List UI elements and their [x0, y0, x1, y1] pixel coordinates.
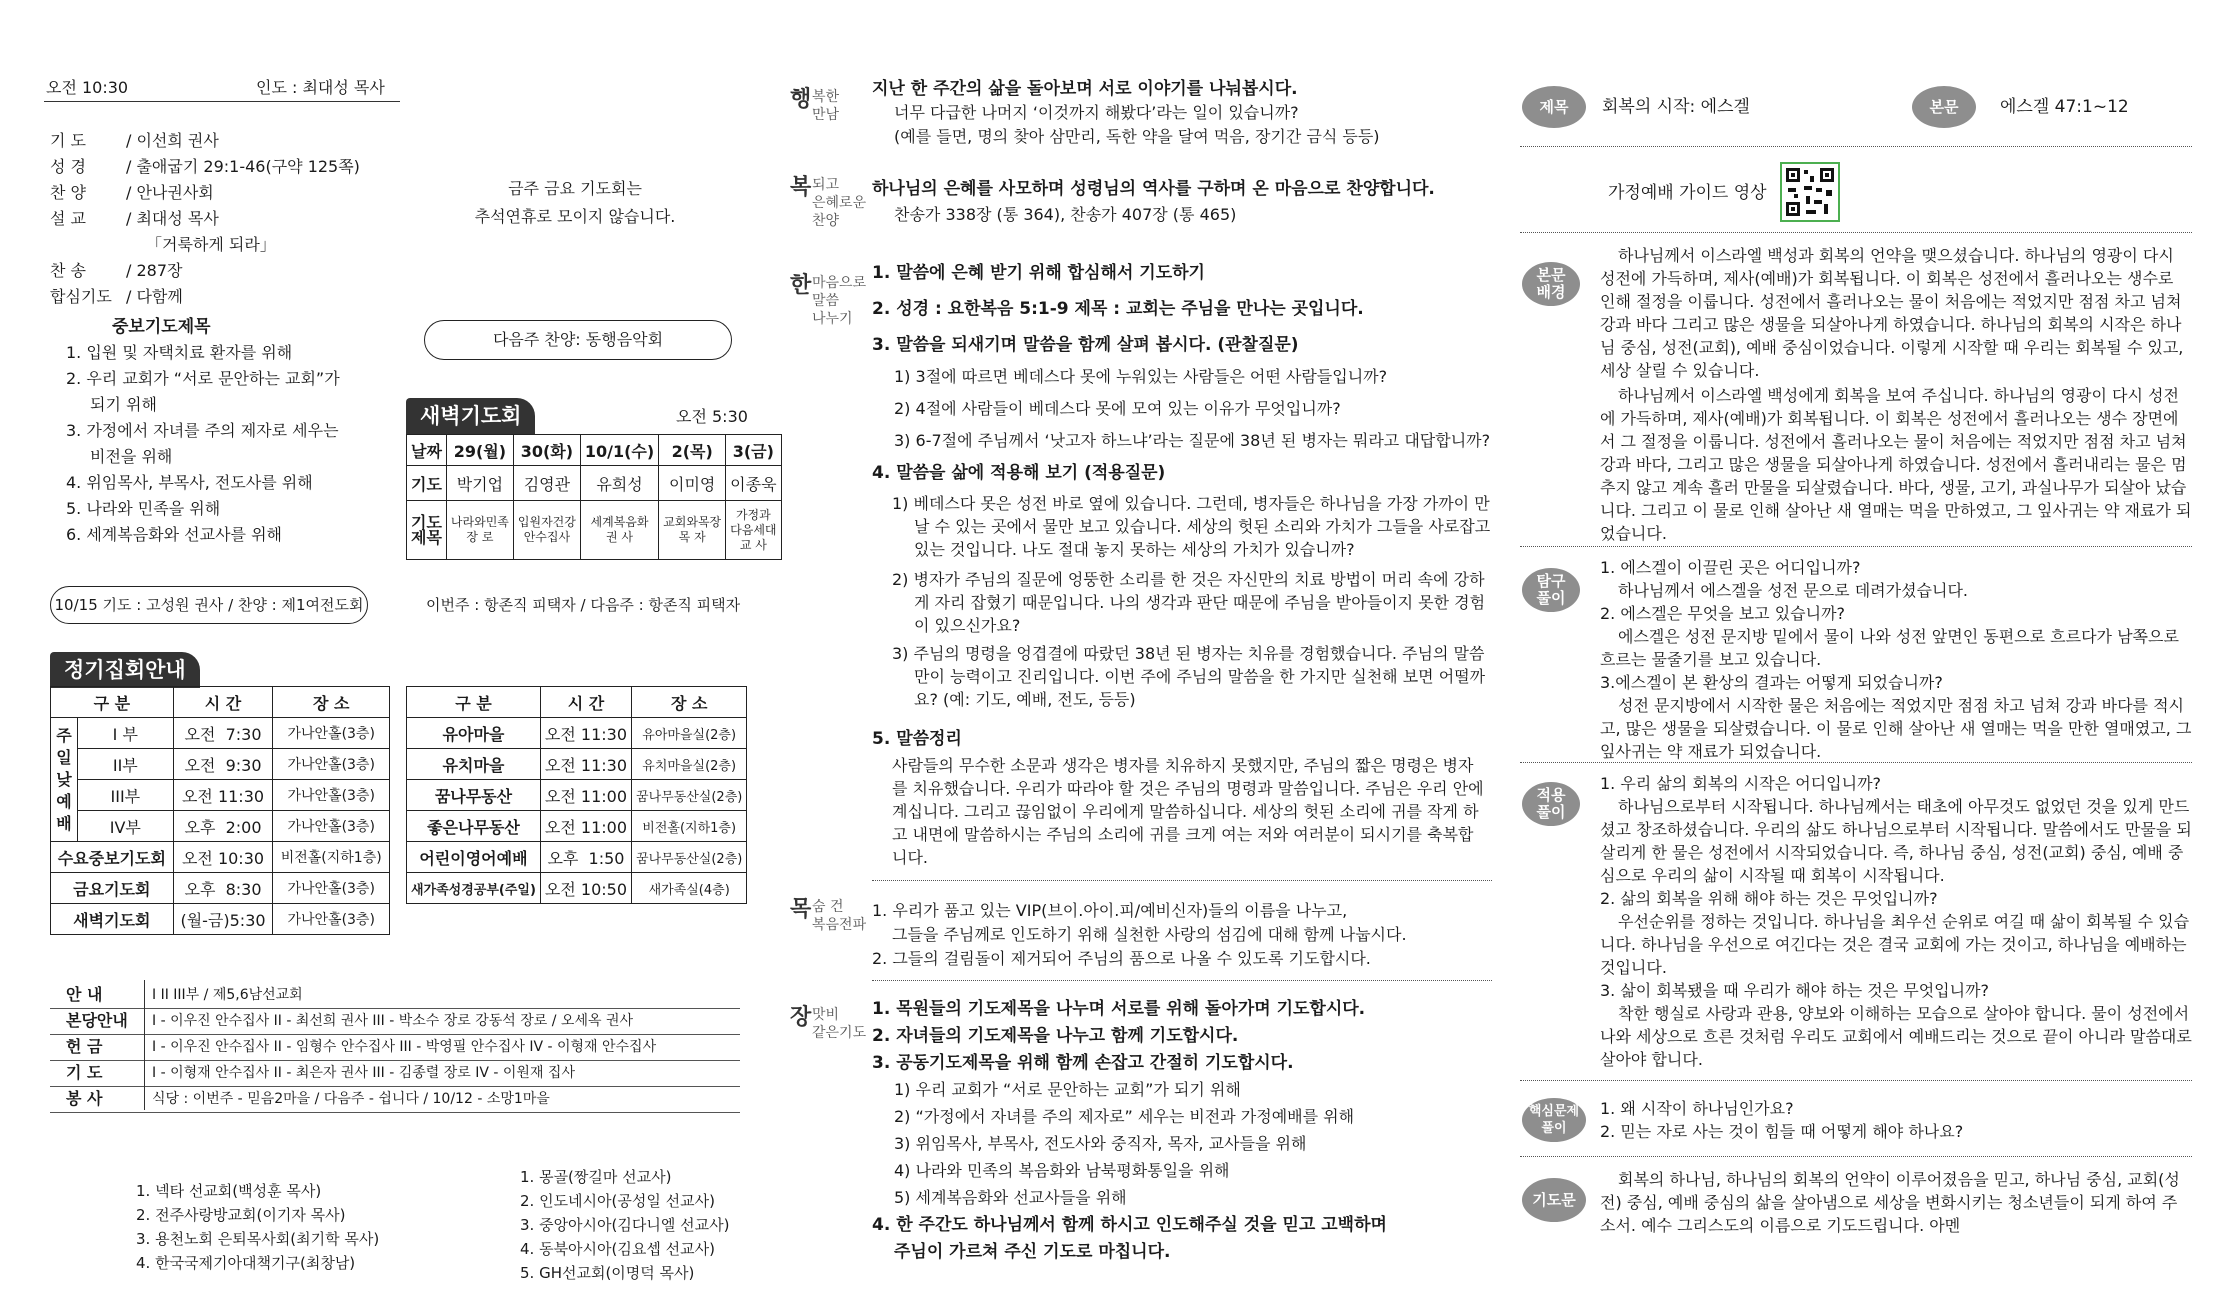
word-line: 2. 성경 : 요한복음 5:1-9 제목 : 교회는 주님을 만나는 곳입니다.	[872, 299, 1364, 319]
order-label: 설 교	[50, 209, 86, 228]
regular-table-2	[406, 686, 747, 904]
regular-place-2: 꿈나무동산실(2층)	[632, 842, 747, 873]
col-place: 장 소	[273, 687, 390, 718]
dawn-leader-cell: 기도	[407, 466, 447, 501]
mission-item-2: 3. 중앙아시아(김다니엘 선교사)	[520, 1216, 730, 1234]
text-line: 5) 세계복음화와 선교사들을 위해	[894, 1188, 1127, 1207]
regular-time: 오후 8:30	[173, 873, 273, 904]
regular-division-2: 유치마을	[407, 749, 541, 780]
apply-label-text: 적용 풀이	[1536, 786, 1566, 821]
regular-time-2: 오전 11:00	[540, 780, 631, 811]
list-line: 2. 에스겔은 무엇을 보고 있습니까?	[1600, 604, 1846, 623]
text-line: 하나님의 은혜를 사모하며 성령님의 역사를 구하며 온 마음으로 찬양합니다.	[872, 179, 1435, 199]
regular-division: 새벽기도회	[51, 904, 174, 935]
mission-item: 1. 넥타 선교회(백성훈 목사)	[136, 1182, 322, 1200]
regular-row	[51, 749, 390, 780]
background-label-text: 본문 배경	[1536, 266, 1566, 301]
core-q1: 1. 왜 시작이 하나님인가요?	[1600, 1099, 1794, 1118]
regular-place-2: 유아마을실(2층)	[632, 718, 747, 749]
regular-place: 비전홀(지하1층)	[273, 842, 390, 873]
oct15-text: 10/15 기도 : 고성원 권사 / 찬양 : 제1여전도회	[54, 596, 364, 614]
dawn-header-cell: 30(화)	[513, 435, 580, 466]
regular-division: III부	[78, 780, 174, 811]
regular-place-2: 비전홀(지하1층)	[632, 811, 747, 842]
regular-place: 가나안홀(3층)	[273, 811, 390, 842]
regular-division-2: 어린이영어예배	[407, 842, 541, 873]
apply-label	[1522, 782, 1580, 826]
summary-text: 사람들의 무수한 소문과 생각은 병자를 치유하지 못했지만, 주님의 짧은 명령은 병자를 치유했습니다. 우리가 따라야 할 것은 주님의 명령과 말씀입니다. 주님은 우리 안에 계십니다. 그리고 끊임없이 우리에게 말씀하십니다. 세상의 헛된 소리에 귀를 작게 하고 내면에 말씀하시는 주님의 소리에 귀를 크게 여는 저와 여러분이 되시기를 축복합니다.	[892, 756, 1484, 867]
regular-time-2: 오후 1:50	[540, 842, 631, 873]
section-label-small: 숨 건 복음전파	[812, 899, 867, 933]
mission-item: 4. 한국국제기아대책기구(최창남)	[136, 1254, 356, 1272]
oct15-pill	[50, 586, 368, 624]
list-line: 1. 우리 삶의 회복의 시작은 어디입니까?	[1600, 774, 1882, 793]
dawn-header-cell: 2(목)	[659, 435, 726, 466]
mission-item-2: 4. 동북아시아(김요셉 선교사)	[520, 1240, 715, 1258]
order-label: 합심기도	[50, 287, 112, 306]
regular-time-2: 오전 11:30	[540, 749, 631, 780]
regular-time: 오전 7:30	[173, 718, 273, 749]
regular-row	[51, 718, 390, 749]
summary-title: 5. 말씀정리	[872, 729, 962, 749]
list-line: 2. 삶의 회복을 위해 해야 하는 것은 무엇입니까?	[1600, 889, 1938, 908]
pray-label: 기도문	[1522, 1178, 1586, 1222]
text-line: (예를 들면, 명의 찾아 삼만리, 독한 약을 달여 먹음, 장기간 금식 등등)	[894, 127, 1380, 146]
regular-time: 오후 2:00	[173, 811, 273, 842]
order-value: 「거룩하게 되라」	[146, 235, 276, 254]
friday-notice-1: 금주 금요 기도회는	[508, 179, 642, 198]
regular-division-2: 새가족성경공부(주일)	[407, 873, 541, 904]
text-line: 3) 위임목사, 부목사, 전도사와 중직자, 목자, 교사들을 위해	[894, 1134, 1307, 1153]
regular-time: 오전 9:30	[173, 749, 273, 780]
sunday-label: 주일낮예배	[51, 718, 78, 842]
order-value: / 287장	[126, 261, 183, 280]
regular-row	[51, 842, 390, 873]
guide-label: 가정예배 가이드 영상	[1608, 183, 1767, 203]
col-place-2: 장 소	[632, 687, 747, 718]
explore-label-text: 탐구 풀이	[1536, 572, 1566, 607]
regular-division-2: 유아마을	[407, 718, 541, 749]
regular-division: IV부	[78, 811, 174, 842]
duty-value: I II III부 / 제5,6남선교회	[152, 987, 303, 1003]
regular-division-2: 꿈나무동산	[407, 780, 541, 811]
text-line: 주님이 가르쳐 주신 기도로 마칩니다.	[894, 1242, 1171, 1262]
order-label: 찬 양	[50, 183, 86, 202]
dawn-header-cell: 29(월)	[446, 435, 513, 466]
regular-row-2	[407, 873, 747, 904]
text-line: 2. 자녀들의 기도제목을 나누고 함께 기도합시다.	[872, 1026, 1239, 1046]
word-line: 3) 6-7절에 주님께서 ‘낫고자 하느냐’라는 질문에 38년 된 병자는 뭐라고 대답합니까?	[894, 431, 1491, 450]
order-value: / 이선희 권사	[126, 131, 219, 150]
qr-code[interactable]	[1780, 162, 1840, 222]
dawn-leader-cell: 박기업	[446, 466, 513, 501]
regular-division: I 부	[78, 718, 174, 749]
regular-time-2: 오전 11:00	[540, 811, 631, 842]
service-time: 오전 10:30	[46, 78, 129, 97]
regular-place: 가나안홀(3층)	[273, 780, 390, 811]
section-label-big: 한	[790, 273, 812, 298]
prayer-item: 2. 우리 교회가 “서로 문안하는 교회”가	[66, 369, 340, 388]
next-praise-pill	[424, 320, 732, 360]
order-label: 기 도	[50, 131, 86, 150]
apply-question: 3) 주님의 명령을 엉겹결에 따랐던 38년 된 병자는 치유를 경험했습니다. 주님의 말씀만이 능력이고 진리입니다. 이번 주에 주님의 말씀을 한 가지만 실천해 보면 어떨까요? (예: 기도, 예배, 전도, 등등)	[892, 644, 1486, 709]
background-label	[1522, 262, 1580, 306]
regular-place: 가나안홀(3층)	[273, 718, 390, 749]
regular-row-2	[407, 811, 747, 842]
dawn-header-cell: 10/1(수)	[580, 435, 658, 466]
regular-time: 오전 11:30	[173, 780, 273, 811]
explore-label	[1522, 568, 1580, 612]
regular-place-2: 꿈나무동산실(2층)	[632, 780, 747, 811]
pray-text: 회복의 하나님, 하나님의 회복의 언약이 이루어졌음을 믿고, 하나님 중심, 교회(성전) 중심, 예배 중심의 삶을 살아냄으로 세상을 변화시키는 청소년들이 되게 하여 주소서. 예수 그리스도의 이름으로 기도드립니다. 아멘	[1600, 1170, 2180, 1235]
text-ref: 에스겔 47:1~12	[2000, 97, 2129, 117]
prayer-item: 5. 나라와 민족을 위해	[66, 499, 221, 518]
dawn-topic-cell: 나라와민족 장 로	[446, 501, 513, 560]
section-label-big: 목	[790, 897, 812, 922]
list-line: 성전 문지방에서 시작한 물은 처음에는 적었지만 점점 차고 넘쳐 강과 바다를 적시고, 많은 생물을 되살렸습니다. 이 물로 인해 살아난 새 열매는 먹을 만한 열매였고, 그 잎사귀는 약 재료가 되었습니다.	[1600, 696, 2192, 761]
dawn-leader-cell: 이종욱	[726, 466, 781, 501]
dawn-topic-cell: 입원자건강 안수집사	[513, 501, 580, 560]
text-line: 1. 목원들의 기도제목을 나누며 서로를 위해 돌아가며 기도합시다.	[872, 999, 1366, 1019]
word-line: 1) 3절에 따르면 베데스다 못에 누워있는 사람들은 어떤 사람들입니까?	[894, 367, 1388, 386]
regular-row-2	[407, 842, 747, 873]
text-line: 4) 나라와 민족의 복음화와 남북평화통일을 위해	[894, 1161, 1230, 1180]
section-label-small: 마음으로 말씀 나누기	[812, 275, 867, 327]
col-division: 구 분	[51, 687, 174, 718]
friday-notice-2: 추석연휴로 모이지 않습니다.	[474, 207, 676, 226]
order-label: 찬 송	[50, 261, 86, 280]
apply-question: 2) 병자가 주님의 질문에 엉뚱한 소리를 한 것은 자신만의 치료 방법이 머리 속에 강하게 자리 잡혔기 때문입니다. 나의 생각과 판단 때문에 주님을 받아들이지 못한 경험이 있으신가요?	[892, 570, 1486, 635]
section-label-big: 복	[790, 175, 812, 200]
next-praise: 다음주 찬양: 동행음악회	[492, 330, 664, 349]
col-time-2: 시 간	[540, 687, 631, 718]
title-label: 제목	[1522, 86, 1586, 128]
dawn-header-cell: 3(금)	[726, 435, 781, 466]
text-line: 1) 우리 교회가 “서로 문안하는 교회”가 되기 위해	[894, 1080, 1241, 1099]
mission-line: 그들을 주님께로 인도하기 위해 실천한 사랑의 섬김에 대해 함께 나눕시다.	[892, 925, 1407, 944]
prayer-item: 6. 세계복음화와 선교사를 위해	[66, 525, 282, 544]
prayer-item: 3. 가정에서 자녀를 주의 제자로 세우는	[66, 421, 339, 440]
this-week: 이번주 : 항존직 피택자 / 다음주 : 항존직 피택자	[426, 596, 741, 614]
regular-row-2	[407, 749, 747, 780]
regular-place: 가나안홀(3층)	[273, 873, 390, 904]
section-label-big: 장	[790, 1005, 812, 1030]
duty-label: 기 도	[66, 1063, 103, 1082]
sermon-title: 회복의 시작: 에스겔	[1602, 97, 1750, 117]
order-value: / 최대성 목사	[126, 209, 219, 228]
regular-row	[51, 904, 390, 935]
col-division-2: 구 분	[407, 687, 541, 718]
regular-row-2	[407, 718, 747, 749]
mission-item: 2. 전주사랑방교회(이기자 목사)	[136, 1206, 346, 1224]
dawn-topic-cell: 세계복음화 권 사	[580, 501, 658, 560]
list-line: 3. 삶이 회복됐을 때 우리가 해야 하는 것은 무엇입니까?	[1600, 981, 1990, 1000]
text-line: 4. 한 주간도 하나님께서 함께 하시고 인도해주실 것을 믿고 고백하며	[872, 1215, 1387, 1235]
list-line: 3.에스겔이 본 환상의 결과는 어떻게 되었습니까?	[1600, 673, 1943, 692]
regular-place: 가나안홀(3층)	[273, 904, 390, 935]
text-label: 본문	[1912, 86, 1976, 128]
duty-label: 헌 금	[66, 1037, 103, 1056]
service-leader: 인도 : 최대성 목사	[256, 78, 385, 97]
apply-question: 1) 베데스다 못은 성전 바로 옆에 있습니다. 그런데, 병자들은 하나님을 가장 가까이 만날 수 있는 곳에서 물만 보고 있습니다. 세상의 헛된 소리와 가치가 그들을 사로잡고 있는 것입니다. 나도 절대 놓지 못하는 세상의 가치가 있습니까?	[892, 494, 1491, 559]
prayer-item: 4. 위임목사, 부목사, 전도사를 위해	[66, 473, 313, 492]
regular-title: 정기집회안내	[50, 652, 200, 688]
dawn-title: 새벽기도회	[406, 398, 535, 434]
dawn-leader-cell: 유희성	[580, 466, 658, 501]
dawn-table	[406, 434, 782, 560]
dawn-topic-cell: 가정과 다음세대 교 사	[726, 501, 781, 560]
dawn-header-cell: 날짜	[407, 435, 447, 466]
word-line: 1. 말씀에 은혜 받기 위해 합심해서 기도하기	[872, 263, 1205, 283]
background-p2: 하나님께서 이스라엘 백성에게 회복을 보여 주십니다. 하나님의 영광이 다시 성전에 가득하며, 제사(예배)가 회복됩니다. 이 회복은 성전에서 흘러나오는 생수 장면에서 그 절정을 이룹니다. 성전에서 흘러나오는 물이 처음에는 적었지만 점점 차고 넘쳐 강과 바다, 그리고 많은 생물을 되살아나게 하였습니다. 성전에서 흘러내리는 물은 멈추지 않고 계속 흘러 만물을 되살렸습니다. 바다, 생물, 고기, 과실나무가 되살아 났습니다. 그리고 이 물로 인해 살아난 새 열매는 먹을 만하였고, 그 잎사귀는 약 재료가 되었습니다.	[1600, 386, 2192, 543]
background-p1: 하나님께서 이스라엘 백성과 회복의 언약을 맺으셨습니다. 하나님의 영광이 다시 성전에 가득하며, 제사(예배)가 회복됩니다. 이 회복은 성전에서 흘러나오는 생수로 인해 절정을 이룹니다. 성전에서 흘러나오는 물이 처음에는 적었지만 점점 차고 넘쳐 강과 바다 그리고 많은 생물을 되살아나게 하였습니다. 하나님의 회복의 시작은 하나님 중심, 성전(교회), 예배 중심이었습니다. 이렇게 시작할 때 우리는 회복될 수 있고, 세상 살릴 수 있습니다.	[1600, 246, 2184, 380]
mission-line: 1. 우리가 품고 있는 VIP(브이.아이.피/예비신자)들의 이름을 나누고,	[872, 901, 1348, 920]
regular-table	[50, 686, 390, 935]
text-line: 지난 한 주간의 삶을 돌아보며 서로 이야기를 나눠봅시다.	[872, 79, 1298, 99]
order-value: / 출애굽기 29:1-46(구약 125쪽)	[126, 157, 360, 176]
prayer-item: 비전을 위해	[90, 447, 173, 466]
dawn-topic-cell: 기도 제목	[407, 501, 447, 560]
dawn-time: 오전 5:30	[676, 407, 748, 426]
core-q2: 2. 믿는 자로 사는 것이 힘들 때 어떻게 해야 하나요?	[1600, 1122, 1964, 1141]
list-line: 우선순위를 정하는 것입니다. 하나님을 최우선 순위로 여길 때 삶이 회복될 수 있습니다. 하나님을 우선으로 여긴다는 것은 결국 교회에 가는 것이고, 하나님을 예배하는 것입니다.	[1600, 912, 2190, 977]
regular-row	[51, 873, 390, 904]
core-label-text: 핵심문제 풀이	[1528, 1104, 1580, 1136]
section-label-small: 되고 은혜로운 찬양	[812, 177, 867, 229]
list-line: 하나님께서 에스겔을 성전 문으로 데려가셨습니다.	[1618, 581, 1969, 600]
mission-item-2: 2. 인도네시아(공성일 선교사)	[520, 1192, 715, 1210]
mission-item: 3. 용천노회 은퇴목사회(최기학 목사)	[136, 1230, 380, 1248]
regular-time: 오전 10:30	[173, 842, 273, 873]
order-label: 성 경	[50, 157, 86, 176]
text-line: 너무 다급한 나머지 ‘이것까지 해봤다’라는 일이 있습니까?	[894, 103, 1299, 122]
regular-row	[51, 811, 390, 842]
duty-label: 안 내	[66, 985, 103, 1004]
regular-division-2: 좋은나무동산	[407, 811, 541, 842]
mission-line: 2. 그들의 걸림돌이 제거되어 주님의 품으로 나올 수 있도록 기도합시다.	[872, 949, 1371, 968]
regular-row-2	[407, 780, 747, 811]
dawn-leader-cell: 김영관	[513, 466, 580, 501]
section-label-small: 맛비 같은기도	[812, 1007, 867, 1041]
text-line: 찬송가 338장 (통 364), 찬송가 407장 (통 465)	[894, 205, 1237, 224]
dawn-topic-cell: 교회와목장 목 자	[659, 501, 726, 560]
prayer-title: 중보기도제목	[112, 317, 211, 337]
duty-value: 식당 : 이번주 - 믿음2마을 / 다음주 - 쉽니다 / 10/12 - 소망1마을	[152, 1091, 550, 1107]
duty-value: I - 이우진 안수집사 II - 임형수 안수집사 III - 박영필 안수집사 IV - 이형재 안수집사	[152, 1039, 657, 1055]
mission-item-2: 5. GH선교회(이명덕 목사)	[520, 1264, 695, 1282]
regular-division: 수요중보기도회	[51, 842, 174, 873]
section-label-small: 복한 만남	[812, 89, 840, 123]
col-time: 시 간	[173, 687, 273, 718]
section-label-big: 행	[790, 87, 812, 112]
duty-value: I - 이형재 안수집사 II - 최은자 권사 III - 김종렬 장로 IV - 이원재 집사	[152, 1065, 575, 1081]
qr-code-icon	[1782, 164, 1838, 220]
duty-label: 본당안내	[66, 1011, 128, 1030]
text-line: 2) “가정에서 자녀를 주의 제자로” 세우는 비전과 가정예배를 위해	[894, 1107, 1355, 1126]
dawn-leader-cell: 이미영	[659, 466, 726, 501]
text-line: 3. 공동기도제목을 위해 함께 손잡고 간절히 기도합시다.	[872, 1053, 1294, 1073]
word-line: 3. 말씀을 되새기며 말씀을 함께 살펴 봅시다. (관찰질문)	[872, 335, 1299, 355]
list-line: 하나님으로부터 시작됩니다. 하나님께서는 태초에 아무것도 없었던 것을 있게 만드셨고 창조하셨습니다. 우리의 삶도 하나님으로부터 시작됩니다. 말씀에서도 만물을 되살리게 한 물은 성전에서 시작되었습니다. 즉, 하나님 중심, 성전(교회) 중심, 예배 중심으로 우리의 삶이 시작될 때 회복이 시작됩니다.	[1600, 797, 2192, 885]
word-line: 4. 말씀을 삶에 적용해 보기 (적용질문)	[872, 463, 1166, 483]
regular-place-2: 새가족실(4층)	[632, 873, 747, 904]
duty-value: I - 이우진 안수집사 II - 최선희 권사 III - 박소수 장로 강동석 장로 / 오세옥 권사	[152, 1013, 633, 1029]
word-line: 2) 4절에 사람들이 베데스다 못에 모여 있는 이유가 무엇입니까?	[894, 399, 1341, 418]
list-line: 에스겔은 성전 문지방 밑에서 물이 나와 성전 앞면인 동편으로 흐르다가 남쪽으로 흐르는 물줄기를 보고 있습니다.	[1600, 627, 2179, 669]
regular-division: II부	[78, 749, 174, 780]
regular-time-2: 오전 10:50	[540, 873, 631, 904]
regular-place: 가나안홀(3층)	[273, 749, 390, 780]
core-label	[1522, 1098, 1586, 1142]
regular-division: 금요기도회	[51, 873, 174, 904]
regular-time: (월-금)5:30	[173, 904, 273, 935]
order-value: / 안나권사회	[126, 183, 214, 202]
regular-time-2: 오전 11:30	[540, 718, 631, 749]
prayer-item: 되기 위해	[90, 395, 157, 414]
mission-item-2: 1. 몽골(짱길마 선교사)	[520, 1168, 672, 1186]
list-line: 1. 에스겔이 이끌린 곳은 어디입니까?	[1600, 558, 1861, 577]
regular-row	[51, 780, 390, 811]
regular-place-2: 유치마을실(2층)	[632, 749, 747, 780]
duty-label: 봉 사	[66, 1089, 103, 1108]
list-line: 착한 행실로 사랑과 관용, 양보와 이해하는 모습으로 살아야 합니다. 물이 성전에서 나와 세상으로 흐른 것처럼 우리도 교회에서 예배드리는 것으로 끝이 아니라 말씀대로 살아야 합니다.	[1600, 1004, 2192, 1069]
prayer-item: 1. 입원 및 자택치료 환자를 위해	[66, 343, 293, 362]
order-value: / 다함께	[126, 287, 183, 306]
